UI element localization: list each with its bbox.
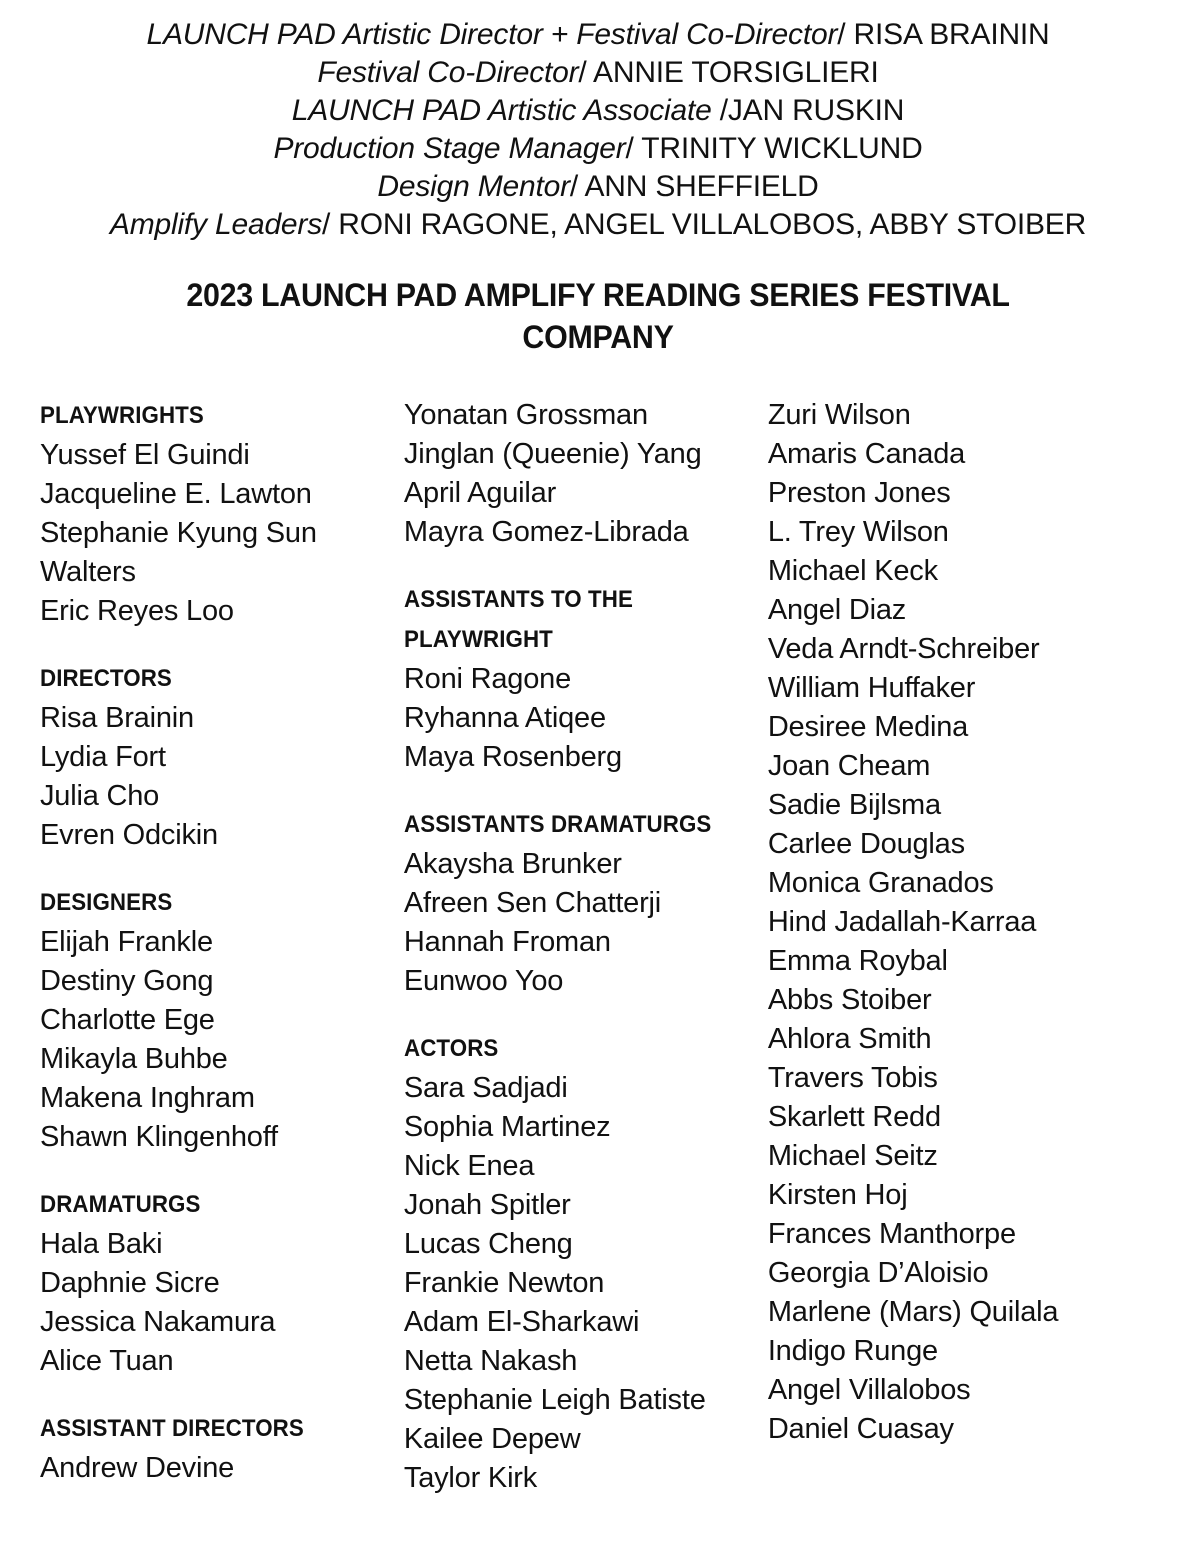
credit-line <box>40 92 1156 130</box>
company-member-name: Joan Cheam <box>767 750 931 782</box>
section-spacer <box>40 631 404 659</box>
section-heading: PLAYWRIGHTS <box>40 402 204 429</box>
company-member-name: Risa Brainin <box>40 702 194 734</box>
company-member-name: April Aguilar <box>403 477 557 509</box>
company-member-name: Skarlett Redd <box>767 1101 941 1133</box>
company-member-name: Shawn Klingenhoff <box>40 1121 278 1153</box>
credit-role: LAUNCH PAD Artistic Associate <box>291 94 720 127</box>
section-heading: ASSISTANT DIRECTORS <box>40 1415 304 1442</box>
company-member-name: Amaris Canada <box>767 438 966 470</box>
company-member-name: Adam El-Sharkawi <box>403 1306 640 1338</box>
company-member-name: Michael Keck <box>767 555 938 587</box>
company-member-name: Akaysha Brunker <box>403 848 622 880</box>
company-member-name: Yussef El Guindi <box>40 439 250 471</box>
credit-role: Festival Co-Director <box>317 56 579 89</box>
company-member-name: Charlotte Ege <box>40 1004 215 1036</box>
credit-separator: / <box>625 132 642 165</box>
company-member-name: Jinglan (Queenie) Yang <box>403 438 702 470</box>
company-member-name: Zuri Wilson <box>767 399 911 431</box>
company-member-name: Andrew Devine <box>40 1452 235 1484</box>
company-member-name: Daphnie Sicre <box>40 1267 220 1299</box>
festival-title: 2023 LAUNCH PAD AMPLIFY READING SERIES FESTIVAL COMPANY <box>186 277 1010 355</box>
company-member-name: William Huffaker <box>767 672 976 704</box>
company-member-name: Stephanie Leigh Batiste <box>403 1384 706 1416</box>
company-member-name: Sophia Martinez <box>403 1111 611 1143</box>
company-member-name: Maya Rosenberg <box>403 741 622 773</box>
company-member-name: Nick Enea <box>403 1150 535 1182</box>
company-column <box>768 396 1156 1449</box>
company-member-name: Angel Villalobos <box>767 1374 971 1406</box>
company-member-name: Desiree Medina <box>767 711 969 743</box>
company-member-name: Monica Granados <box>767 867 994 899</box>
company-member-name: Mikayla Buhbe <box>40 1043 228 1075</box>
credit-name: TRINITY WICKLUND <box>641 132 923 165</box>
credit-separator: / <box>719 94 728 127</box>
company-member-name: Ahlora Smith <box>767 1023 932 1055</box>
credit-name: ANNIE TORSIGLIERI <box>593 56 879 89</box>
company-member-name: Makena Inghram <box>40 1082 255 1114</box>
credit-name: JAN RUSKIN <box>727 94 905 127</box>
company-member-name: Kailee Depew <box>403 1423 581 1455</box>
credit-role: Production Stage Manager <box>273 132 626 165</box>
credit-separator: / <box>578 56 594 89</box>
company-member-name: Yonatan Grossman <box>403 399 648 431</box>
credit-name: RISA BRAININ <box>853 18 1050 51</box>
company-member-name: Destiny Gong <box>40 965 214 997</box>
company-member-name: Jessica Nakamura <box>40 1306 276 1338</box>
section-heading: ASSISTANTS DRAMATURGS <box>403 811 712 838</box>
company-member-name: Stephanie Kyung Sun Walters <box>40 517 317 588</box>
section-heading: DESIGNERS <box>40 889 173 916</box>
credit-line <box>40 206 1156 244</box>
section-heading: ASSISTANTS TO THE PLAYWRIGHT <box>403 586 633 653</box>
company-column <box>40 396 404 1488</box>
credit-role: LAUNCH PAD Artistic Director + Festival Co-Director <box>146 18 838 51</box>
credit-role: Design Mentor <box>377 170 570 203</box>
section-spacer <box>404 1001 768 1029</box>
credit-line <box>40 130 1156 168</box>
company-member-name: Elijah Frankle <box>40 926 213 958</box>
credit-separator: / <box>837 18 854 51</box>
company-member-name: Alice Tuan <box>40 1345 174 1377</box>
company-member-name: Preston Jones <box>767 477 951 509</box>
company-member-name: Veda Arndt-Schreiber <box>767 633 1040 665</box>
company-member-name: Michael Seitz <box>767 1140 938 1172</box>
company-member-name: L. Trey Wilson <box>767 516 949 548</box>
company-member-name: Mayra Gomez-Librada <box>403 516 689 548</box>
company-member-name: Eunwoo Yoo <box>403 965 564 997</box>
company-member-name: Sara Sadjadi <box>403 1072 568 1104</box>
company-column <box>404 396 768 1498</box>
section-spacer <box>40 855 404 883</box>
company-member-name: Travers Tobis <box>767 1062 938 1094</box>
section-spacer <box>40 1381 404 1409</box>
company-member-name: Julia Cho <box>40 780 160 812</box>
section-heading: ACTORS <box>403 1035 499 1062</box>
company-member-name: Jonah Spitler <box>403 1189 571 1221</box>
company-member-name: Lucas Cheng <box>403 1228 573 1260</box>
company-member-name: Georgia D’Aloisio <box>767 1257 989 1289</box>
company-member-name: Ryhanna Atiqee <box>403 702 606 734</box>
section-heading: DRAMATURGS <box>40 1191 201 1218</box>
company-member-name: Hind Jadallah-Karraa <box>767 906 1037 938</box>
credits-block <box>40 16 1156 244</box>
company-columns <box>40 396 1156 1498</box>
company-member-name: Lydia Fort <box>40 741 166 773</box>
credit-name: ANN SHEFFIELD <box>584 170 819 203</box>
company-member-name: Evren Odcikin <box>40 819 218 851</box>
company-member-name: Marlene (Mars) Quilala <box>767 1296 1059 1328</box>
section-spacer <box>404 552 768 580</box>
company-member-name: Jacqueline E. Lawton <box>40 478 312 510</box>
credit-separator: / <box>322 208 339 241</box>
company-member-name: Angel Diaz <box>767 594 907 626</box>
company-member-name: Frankie Newton <box>403 1267 605 1299</box>
company-member-name: Frances Manthorpe <box>767 1218 1016 1250</box>
company-member-name: Abbs Stoiber <box>767 984 932 1016</box>
company-member-name: Taylor Kirk <box>403 1462 538 1494</box>
company-member-name: Roni Ragone <box>403 663 571 695</box>
credit-line <box>40 168 1156 206</box>
company-member-name: Carlee Douglas <box>767 828 965 860</box>
section-heading: DIRECTORS <box>40 665 172 692</box>
company-member-name: Sadie Bijlsma <box>767 789 941 821</box>
company-member-name: Netta Nakash <box>403 1345 578 1377</box>
company-member-name: Hala Baki <box>40 1228 163 1260</box>
company-member-name: Daniel Cuasay <box>767 1413 954 1445</box>
credit-separator: / <box>569 170 585 203</box>
section-spacer <box>404 777 768 805</box>
credit-line <box>40 16 1156 54</box>
company-member-name: Emma Roybal <box>767 945 948 977</box>
company-member-name: Indigo Runge <box>767 1335 938 1367</box>
company-member-name: Hannah Froman <box>403 926 611 958</box>
company-member-name: Kirsten Hoj <box>767 1179 908 1211</box>
company-member-name: Eric Reyes Loo <box>40 595 234 627</box>
credit-name: RONI RAGONE, ANGEL VILLALOBOS, ABBY STOIBER <box>338 208 1087 241</box>
credit-role: Amplify Leaders <box>109 208 323 241</box>
credit-line <box>40 54 1156 92</box>
section-spacer <box>40 1157 404 1185</box>
company-member-name: Afreen Sen Chatterji <box>403 887 662 919</box>
